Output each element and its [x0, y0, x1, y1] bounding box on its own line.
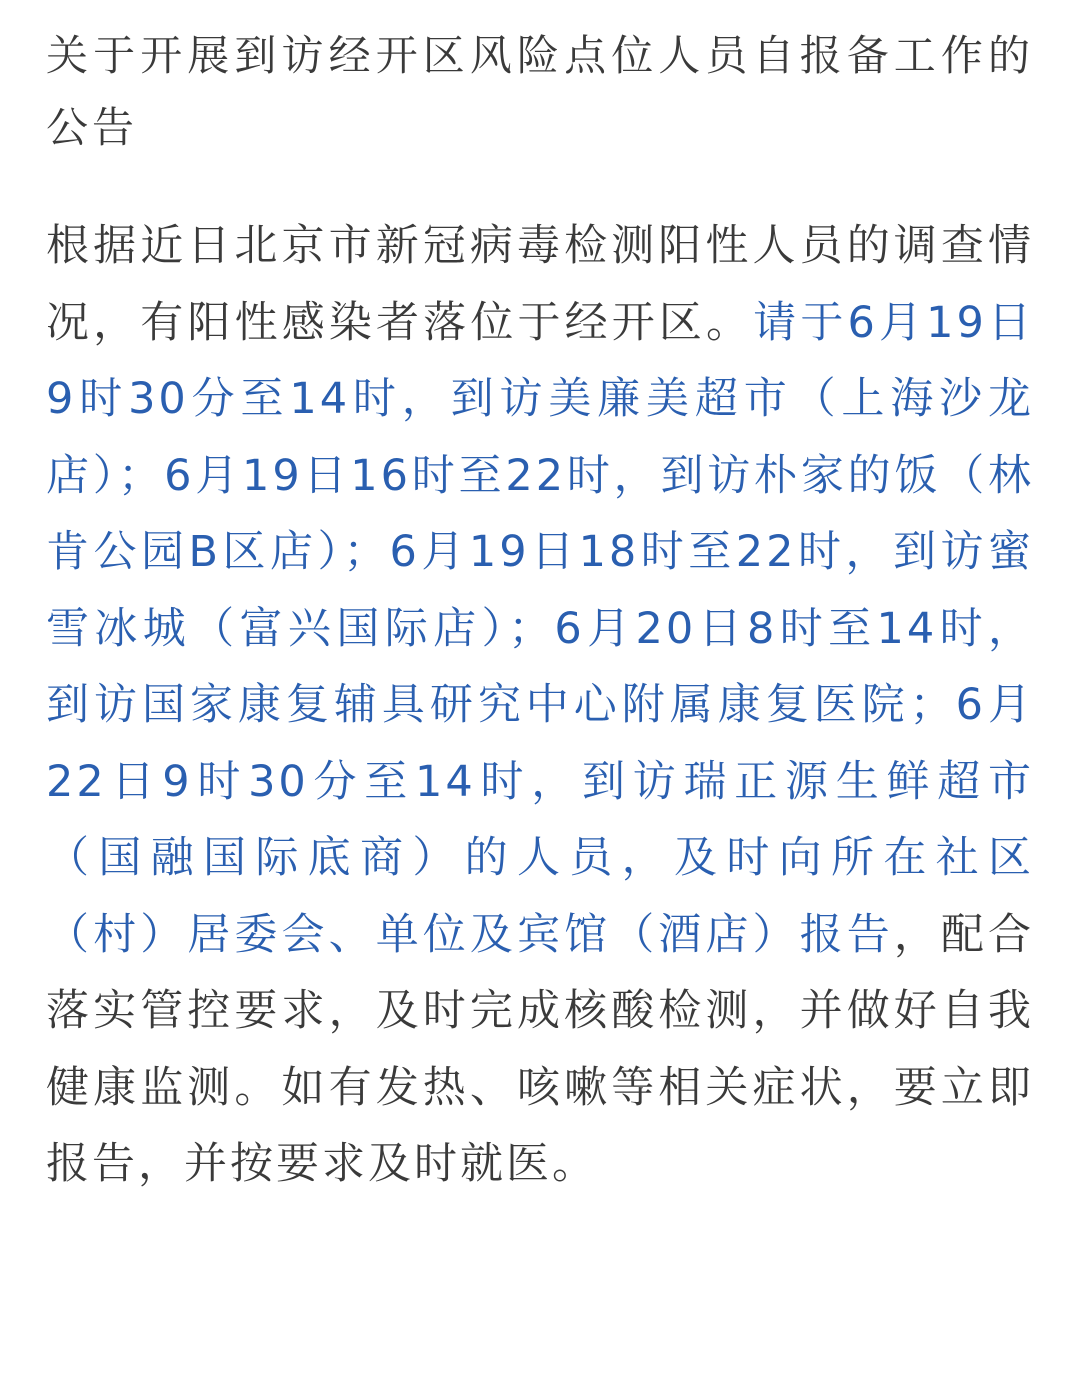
article-title: 关于开展到访经开区风险点位人员自报备工作的公告	[46, 31, 1034, 152]
body-intro: 根据近日北京市新冠病毒检测阳性人员的调查情况，有阳性感染者落位于经开区。	[46, 221, 1034, 348]
article-body	[46, 208, 1034, 1203]
body-highlight: 请于6月19日9时30分至14时，到访美廉美超市（上海沙龙店）；6月19日16时至22时，到访朴家的饭（林肯公园B区店）；6月19日18时至22时，到访蜜雪冰城（富兴国际店）；6月20日8时至14时，到访国家康复辅具研究中心附属康复医院；6月22日9时30分至14时，到访瑞正源生鲜超市（国融国际底商）的人员，及时向所在社区（村）居委会、单位及宾馆（酒店）报告	[46, 297, 1035, 960]
body-rest: ，配合落实管控要求，及时完成核酸检测，并做好自我健康监测。如有发热、咳嗽等相关症状，要立即报告，并按要求及时就医。	[46, 909, 1035, 1189]
